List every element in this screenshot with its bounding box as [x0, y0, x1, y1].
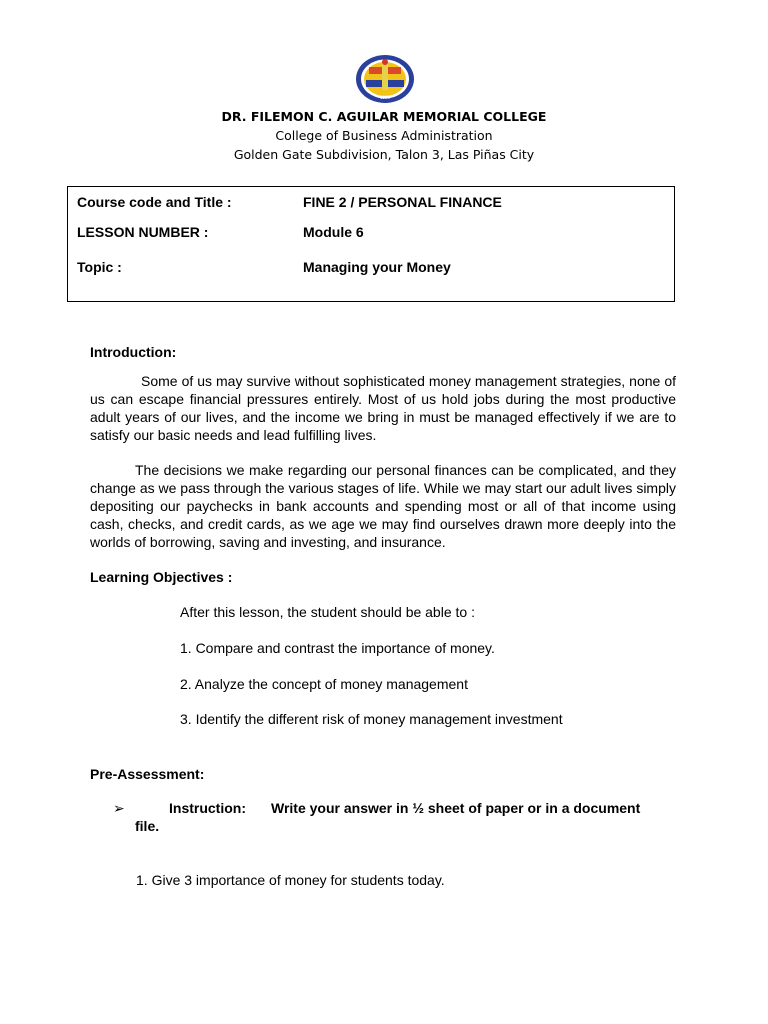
- objective-item: 3. Identify the different risk of money management investment: [180, 711, 563, 727]
- pre-assessment-heading: Pre-Assessment:: [90, 766, 205, 782]
- seal-year: 1993: [379, 95, 391, 100]
- course-info-box: [67, 186, 675, 302]
- lesson-value: Module 6: [303, 224, 364, 240]
- college-seal-logo: [355, 54, 415, 104]
- instruction-label: Instruction:: [169, 800, 246, 816]
- topic-label: Topic :: [77, 259, 122, 275]
- introduction-paragraph-1: Some of us may survive without sophisticated money management strategies, none of us can escape financial pressures entirely. Most of us hold jobs during the most productive adult years of our lives, and the income we bring in must be managed effectively if we are to satisfy our basic needs and lead fulfilling lives.: [90, 373, 676, 443]
- instruction-text-continued: file.: [135, 818, 160, 834]
- course-value: FINE 2 / PERSONAL FINANCE: [303, 194, 502, 210]
- topic-value: Managing your Money: [303, 259, 451, 275]
- introduction-paragraph-2: The decisions we make regarding our personal finances can be complicated, and they change as we pass through the various stages of life. While we may start our adult lives simply depositing our paychecks in bank accounts and spending most or all of that income using cash, checks, and credit cards, as we age we may find ourselves drawn more deeply into the worlds of borrowing, saving and investing, and insurance.: [90, 462, 676, 550]
- arrow-bullet-icon: ➢: [113, 800, 125, 816]
- introduction-heading: Introduction:: [90, 344, 177, 360]
- course-label: Course code and Title :: [77, 194, 232, 210]
- objectives-intro: After this lesson, the student should be able to :: [180, 604, 475, 620]
- instruction-text: Write your answer in ½ sheet of paper or in a document: [271, 800, 641, 816]
- college-address: Golden Gate Subdivision, Talon 3, Las Piñas City: [233, 147, 535, 162]
- lesson-label: LESSON NUMBER :: [77, 224, 209, 240]
- department-name: College of Business Administration: [275, 128, 493, 143]
- learning-objectives-heading: Learning Objectives :: [90, 569, 233, 585]
- question-item: 1. Give 3 importance of money for students today.: [136, 872, 445, 888]
- objective-item: 1. Compare and contrast the importance of money.: [180, 640, 495, 656]
- college-name: DR. FILEMON C. AGUILAR MEMORIAL COLLEGE: [221, 109, 547, 124]
- objective-item: 2. Analyze the concept of money management: [180, 676, 468, 692]
